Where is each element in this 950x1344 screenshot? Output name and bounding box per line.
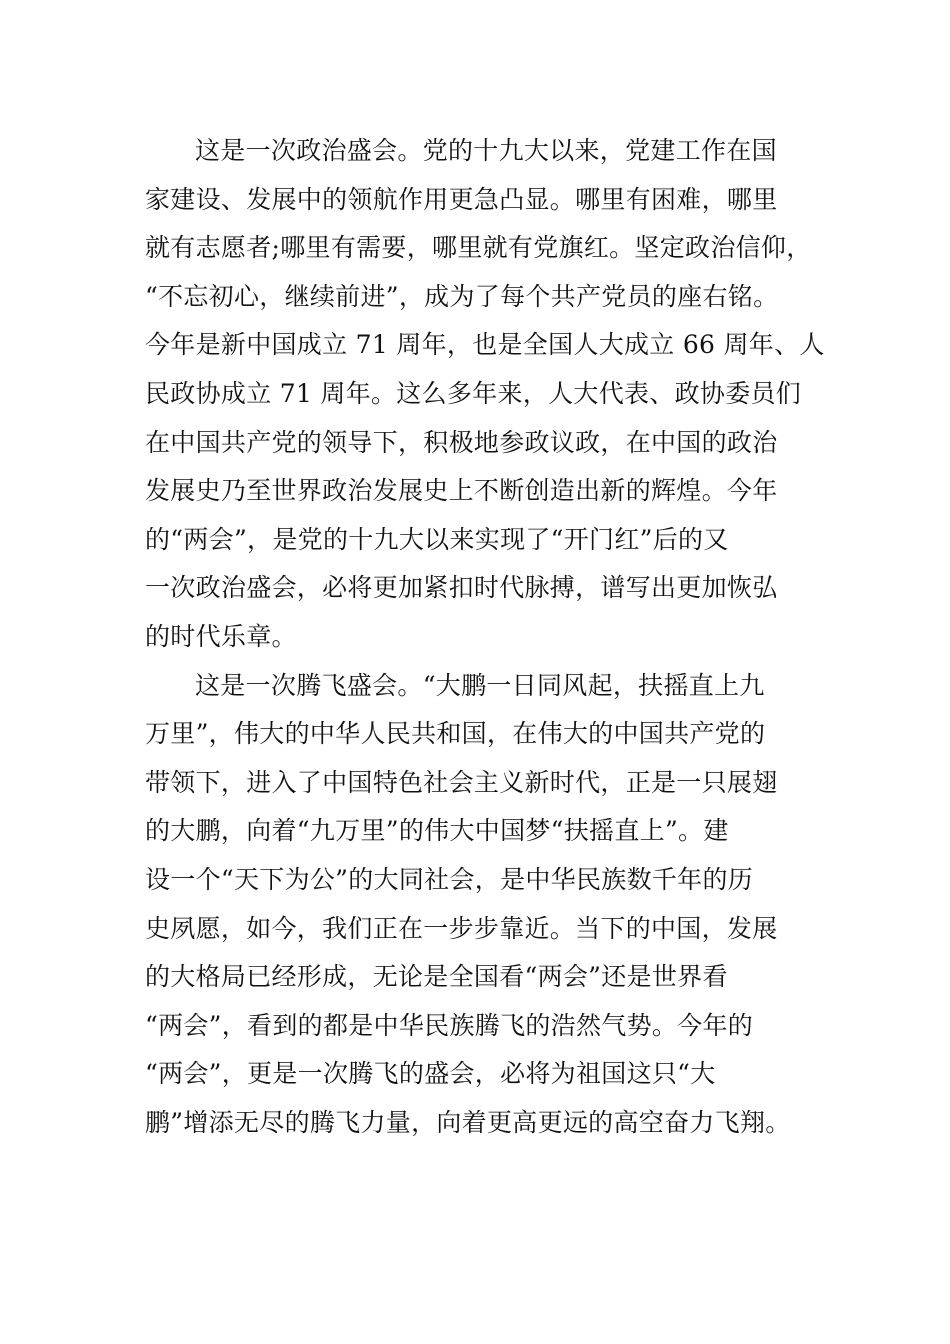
text-line: 的时代乐章。 xyxy=(145,621,297,651)
text-line: 的大鹏，向着“九万里”的伟大中国梦“扶摇直上”。建 xyxy=(145,816,729,846)
text-line: “不忘初心，继续前进”，成为了每个共产党员的座右铭。 xyxy=(145,281,779,311)
text-line: 今年是新中国成立 71 周年，也是全国人大成立 66 周年、人 xyxy=(145,330,825,360)
text-line: 设一个“天下为公”的大同社会，是中华民族数千年的历 xyxy=(145,864,754,894)
text-line: “两会”，更是一次腾飞的盛会，必将为祖国这只“大 xyxy=(145,1059,716,1089)
text-line: 万里”，伟大的中华人民共和国，在伟大的中国共产党的 xyxy=(145,719,766,749)
text-line: 一次政治盛会，必将更加紧扣时代脉搏，谱写出更加恢弘 xyxy=(145,573,778,603)
text-line: 鹏”增添无尽的腾飞力量，向着更高更远的高空奋力飞翔。 xyxy=(145,1107,791,1137)
text-line: 这是一次腾飞盛会。“大鹏一日同风起，扶摇直上九 xyxy=(195,670,765,700)
body-text xyxy=(145,127,825,1147)
text-line: 民政协成立 71 周年。这么多年来，人大代表、政协委员们 xyxy=(145,378,802,408)
paragraph-1 xyxy=(145,127,825,662)
text-line: 的大格局已经形成，无论是全国看“两会”还是世界看 xyxy=(145,962,728,992)
text-line: 家建设、发展中的领航作用更急凸显。哪里有困难，哪里 xyxy=(145,184,778,214)
paragraph-2 xyxy=(145,662,825,1148)
text-line: 史夙愿，如今，我们正在一步步靠近。当下的中国，发展 xyxy=(145,913,778,943)
text-line: 就有志愿者;哪里有需要，哪里就有党旗红。坚定政治信仰， xyxy=(145,233,812,263)
text-line: 带领下，进入了中国特色社会主义新时代，正是一只展翅 xyxy=(145,767,778,797)
text-line: 的“两会”，是党的十九大以来实现了“开门红”后的又 xyxy=(145,524,729,554)
text-line: 在中国共产党的领导下，积极地参政议政，在中国的政治 xyxy=(145,427,778,457)
text-line: 这是一次政治盛会。党的十九大以来，党建工作在国 xyxy=(195,136,777,165)
text-line: 发展史乃至世界政治发展史上不断创造出新的辉煌。今年 xyxy=(145,476,778,506)
text-line: “两会”，看到的都是中华民族腾飞的浩然气势。今年的 xyxy=(145,1010,754,1040)
